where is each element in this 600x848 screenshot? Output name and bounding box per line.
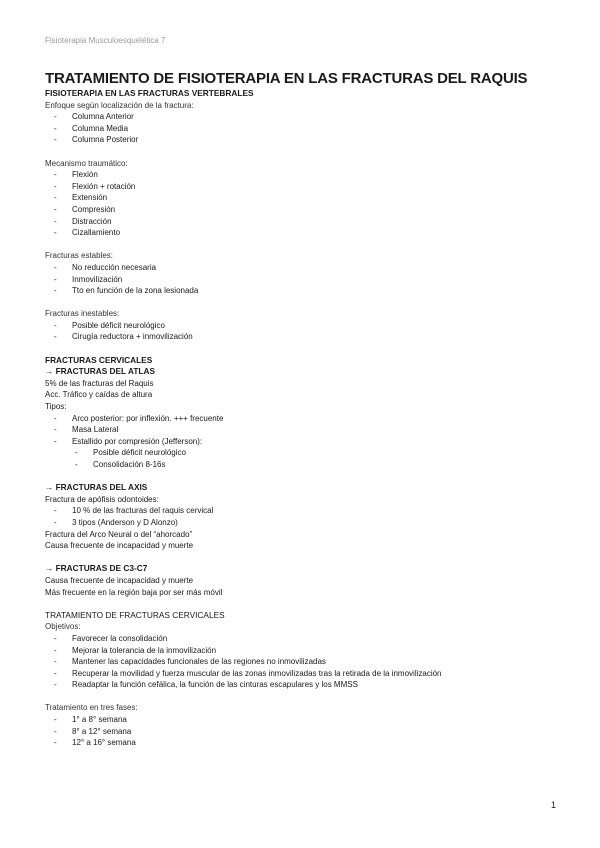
fases-label: Tratamiento en tres fases: bbox=[45, 703, 138, 713]
atlas-line: 5% de las fracturas del Raquis bbox=[45, 378, 154, 388]
list-item: - 1° a 8° semana bbox=[45, 714, 565, 726]
document-body bbox=[45, 70, 565, 749]
atlas-line: Acc. Tráfico y caídas de altura bbox=[45, 390, 153, 400]
atlas-list bbox=[45, 413, 565, 448]
list-item: - Columna Posterior bbox=[45, 134, 565, 146]
axis-line: Fractura del Arco Neural o del “ahorcado” bbox=[45, 529, 193, 539]
axis-line: Fractura de apófisis odontoides: bbox=[45, 494, 159, 504]
list-item: - Tto en función de la zona lesionada bbox=[45, 285, 565, 297]
list-item: - Columna Media bbox=[45, 123, 565, 135]
mecanismo-label: Mecanismo traumático: bbox=[45, 158, 128, 168]
cervicales-heading: FRACTURAS CERVICALES bbox=[45, 354, 153, 365]
list-item: - Posible déficit neurológico bbox=[45, 447, 565, 459]
objetivos-list bbox=[45, 633, 565, 691]
list-item: - Estallido por compresión (Jefferson): bbox=[45, 436, 565, 448]
inestables-list bbox=[45, 320, 565, 343]
atlas-sublist bbox=[45, 447, 565, 470]
list-item: - Extensión bbox=[45, 192, 565, 204]
c3c7-line: Causa frecuente de incapacidad y muerte bbox=[45, 575, 194, 585]
enfoque-label: Enfoque según localización de la fractura: bbox=[45, 100, 194, 110]
estables-label: Fracturas estables: bbox=[45, 251, 114, 261]
list-item: - 8° a 12° semana bbox=[45, 726, 565, 738]
list-item: - Compresión bbox=[45, 204, 565, 216]
estables-list bbox=[45, 262, 565, 297]
list-item: - 12° a 16° semana bbox=[45, 737, 565, 749]
fases-list bbox=[45, 714, 565, 749]
list-item: - Mantener las capacidades funcionales de las regiones no inmovilizadas bbox=[45, 656, 565, 668]
list-item: - Recuperar la movilidad y fuerza muscular de las zonas inmovilizadas tras la retirada de la inmovilización bbox=[45, 668, 565, 680]
list-item: - Mejorar la tolerancia de la inmovilización bbox=[45, 645, 565, 657]
list-item: - Distracción bbox=[45, 216, 565, 228]
list-item: - 3 tipos (Anderson y D Alonzo) bbox=[45, 517, 565, 529]
axis-line: Causa frecuente de incapacidad y muerte bbox=[45, 541, 194, 551]
page-number: 1 bbox=[550, 800, 556, 810]
atlas-line: Tipos: bbox=[45, 402, 67, 412]
section-subtitle: FISIOTERAPIA EN LAS FRACTURAS VERTEBRALES bbox=[45, 88, 254, 98]
list-item: - Flexión bbox=[45, 169, 565, 181]
list-item: - No reducción necesaria bbox=[45, 262, 565, 274]
list-item: - Arco posterior: por inflexión. +++ frecuente bbox=[45, 413, 565, 425]
list-item: - Readaptar la función cefálica, la función de las cinturas escapulares y los MMSS bbox=[45, 679, 565, 691]
list-item: - Favorecer la consolidación bbox=[45, 633, 565, 645]
list-item: - Cirugía reductora + inmovilización bbox=[45, 331, 565, 343]
list-item: - Consolidación 8-16s bbox=[45, 459, 565, 471]
list-item: - Flexión + rotación bbox=[45, 181, 565, 193]
mecanismo-list bbox=[45, 169, 565, 239]
list-item: - Inmovilización bbox=[45, 274, 565, 286]
enfoque-list bbox=[45, 111, 565, 146]
c3c7-line: Más frecuente en la región baja por ser más móvil bbox=[45, 587, 223, 597]
axis-list bbox=[45, 505, 565, 528]
objetivos-label: Objetivos: bbox=[45, 622, 81, 632]
list-item: - Columna Anterior bbox=[45, 111, 565, 123]
list-item: - 10 % de las fracturas del raquis cervical bbox=[45, 505, 565, 517]
c3c7-heading: → FRACTURAS DE C3-C7 bbox=[45, 563, 148, 574]
atlas-heading: → FRACTURAS DEL ATLAS bbox=[45, 366, 156, 377]
page-title: TRATAMIENTO DE FISIOTERAPIA EN LAS FRACTURAS DEL RAQUIS bbox=[45, 70, 528, 87]
list-item: - Posible déficit neurológico bbox=[45, 320, 565, 332]
list-item: - Masa Lateral bbox=[45, 424, 565, 436]
axis-heading: → FRACTURAS DEL AXIS bbox=[45, 482, 148, 493]
tratamiento-heading: TRATAMIENTO DE FRACTURAS CERVICALES bbox=[45, 609, 225, 620]
page-header: Fisioterapia Musculoesquelética 7 bbox=[45, 36, 166, 45]
list-item: - Cizallamiento bbox=[45, 227, 565, 239]
inestables-label: Fracturas inestables: bbox=[45, 309, 120, 319]
